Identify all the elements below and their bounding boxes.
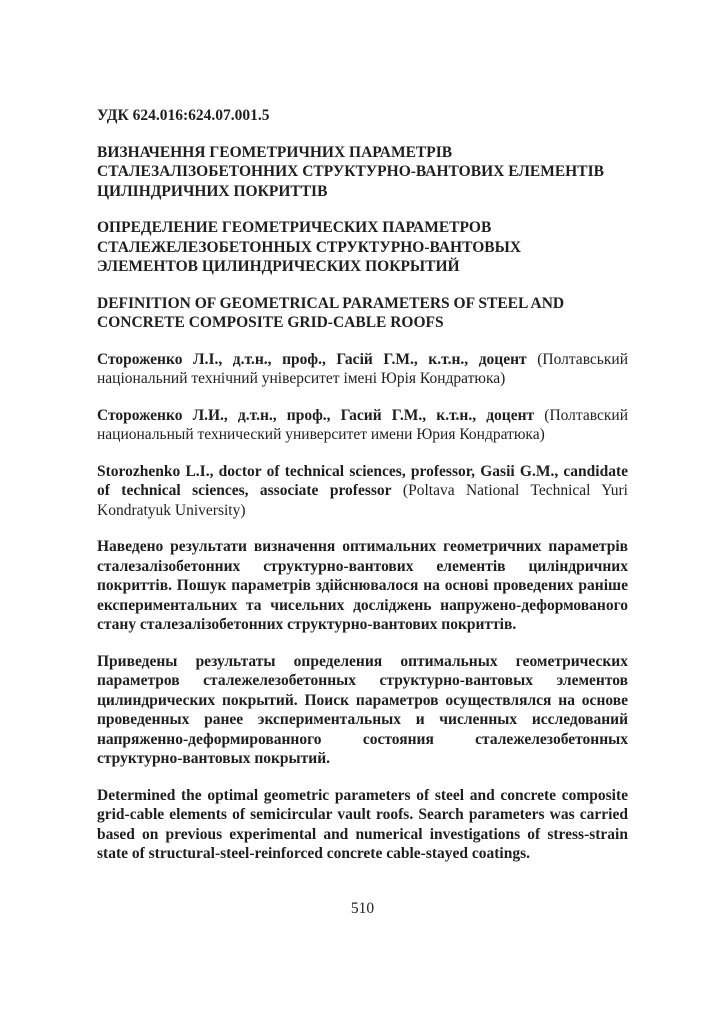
udc-code: УДК 624.016:624.07.001.5 [97,107,270,124]
title-russian-line-2: СТАЛЕЖЕЛЕЗОБЕТОННЫХ СТРУКТУРНО-ВАНТОВЫХ [97,238,522,256]
title-russian-line-3: ЭЛЕМЕНТОВ ЦИЛИНДРИЧЕСКИХ ПОКРЫТИЙ [97,258,460,275]
title-english-line-2: CONCRETE COMPOSITE GRID-CABLE ROOFS [97,314,444,331]
title-english-line-1: DEFINITION OF GEOMETRICAL PARAMETERS OF STEEL AND [97,294,565,312]
title-russian-line-1: ОПРЕДЕЛЕНИЕ ГЕОМЕТРИЧЕСКИХ ПАРАМЕТРОВ [97,219,492,236]
authors-russian-names: Стороженко Л.И., д.т.н., проф., Гасий Г.М., к.т.н., доцент [97,406,535,424]
page-content [97,106,628,881]
authors-russian-affiliation: (Полтавский национальный технический университет имени Юрия Кондратюка) [97,406,628,443]
authors-english-affiliation: (Poltava National Technical Yuri Kondratyuk University) [97,482,628,519]
abstract-russian: Приведены результаты определения оптимальных геометрических параметров сталежелезобетонных структурно-вантовых элементов цилиндрических покрытий. Поиск параметров осуществлялся на основе проведенных ранее экспериментальных и численных исследований напряженно-деформированного состояния сталежелезобетонных структурно-вантовых покрытий. [97,652,628,767]
authors-english [97,462,628,521]
title-ukrainian-line-1: ВИЗНАЧЕННЯ ГЕОМЕТРИЧНИХ ПАРАМЕТРІВ [97,143,453,161]
title-ukrainian [97,143,628,202]
title-ukrainian-line-3: ЦИЛІНДРИЧНИХ ПОКРИТТІВ [97,182,328,200]
abstract-english: Determined the optimal geometric parameters of steel and concrete composite grid-cable elements of semicircular vault roofs. Search parameters was carried based on previous experimental and numerical investigations of stress-strain state of structural-steel-reinforced concrete cable-stayed coatings. [97,786,628,862]
page-number: 510 [350,900,375,917]
title-ukrainian-line-2: СТАЛЕЗАЛІЗОБЕТОННИХ СТРУКТУРНО-ВАНТОВИХ ЕЛЕМЕНТІВ [97,163,604,180]
authors-russian [97,406,628,445]
abstract-ukrainian: Наведено результати визначення оптимальних геометричних параметрів сталезалізобетонних структурно-вантових елементів циліндричних покриттів. Пошук параметрів здійснювалося на основі проведених раніше експериментальних та чисельних досліджень напружено-деформованого стану сталезалізобетонних структурно-вантових покриттів. [97,538,628,633]
authors-ukrainian-names: Стороженко Л.І., д.т.н., проф., Гасій Г.М., к.т.н., доцент [97,350,527,368]
title-english [97,294,628,333]
authors-ukrainian [97,350,628,389]
authors-ukrainian-affiliation: (Полтавський національний технічний університет імені Юрія Кондратюка) [97,350,628,387]
title-russian [97,218,628,277]
authors-english-names: Storozhenko L.I., doctor of technical sciences, professor, Gasii G.M., candidate of technical sciences, associate professor [97,462,628,499]
